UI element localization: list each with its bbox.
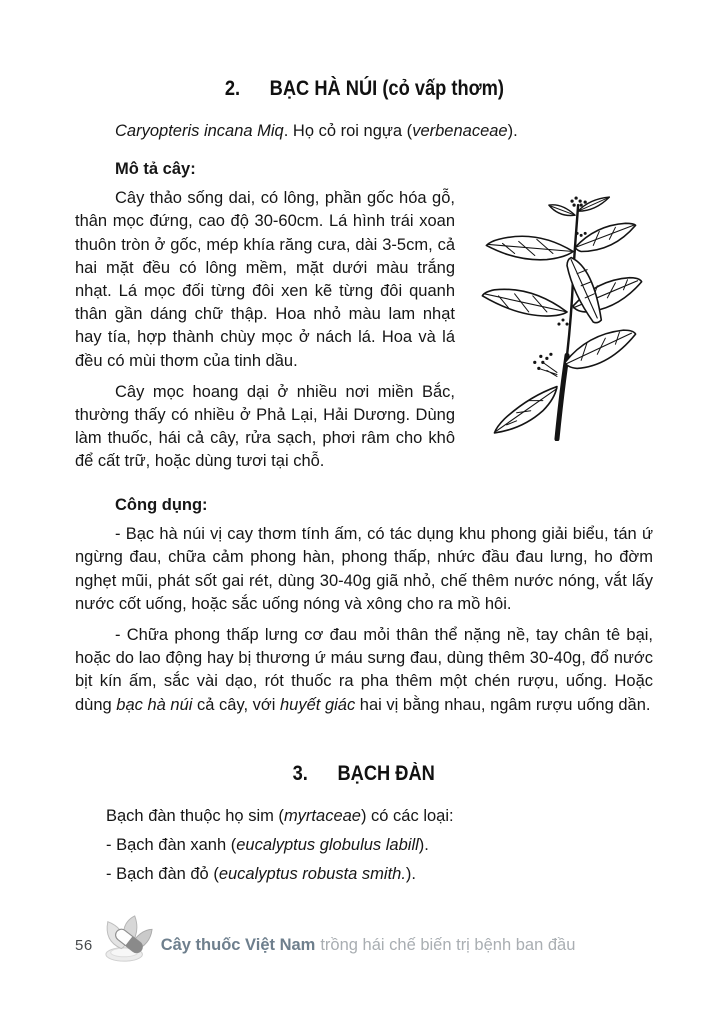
species-line-end: ).: [507, 122, 518, 140]
usage-heading: Công dụng:: [115, 496, 208, 515]
page-number: 56: [75, 936, 93, 954]
species-line: [75, 120, 653, 143]
plant-line-drawing-icon: [476, 189, 648, 441]
usage-p2-text-3: hai vị bằng nhau, ngâm rượu uống dần.: [355, 695, 651, 714]
s3-intro-end: ) có các loại:: [360, 806, 454, 825]
s3-item2-text: - Bạch đàn đỏ (: [106, 865, 219, 884]
s3-item1-end: ).: [418, 836, 429, 855]
section-3-title: BẠCH ĐÀN: [337, 761, 436, 785]
footer-book-title: Cây thuốc Việt Nam: [160, 935, 316, 954]
section-2-number: 2.: [224, 77, 240, 100]
usage-p2-herb-1: bạc hà núi: [116, 695, 193, 714]
description-heading: Mô tả cây:: [115, 160, 196, 179]
section-3-number: 3.: [292, 761, 309, 785]
species-latin-name: Caryopteris incana Miq: [115, 122, 284, 140]
description-paragraph-1: Cây thảo sống dai, có lông, phần gốc hóa gỗ, thân mọc đứng, cao độ 30-60cm. Lá hình trái xoan thuôn tròn ở gốc, mép khía răng cưa, dài 3-5cm, cả hai mặt đều có lông mềm, mặt dưới màu trắng nhạt. Lá mọc đối từng đôi xen kẽ từng đôi quanh thân gần dáng chữ thập. Hoa nhỏ màu lam nhạt hay tía, hợp thành chùy mọc ở nách lá. Hoa và lá đều có mùi thơm của tinh dầu.: [75, 189, 455, 370]
s3-item2-latin: eucalyptus robusta smith.: [218, 865, 406, 884]
section-3-item-2: [75, 863, 653, 886]
usage-paragraph-2: [75, 624, 653, 717]
species-family-label: . Họ cỏ roi ngựa (: [283, 122, 413, 140]
description-block: [75, 187, 653, 473]
s3-item2-end: ).: [405, 865, 417, 884]
plant-illustration: [455, 187, 653, 490]
species-family-latin: verbenaceae: [412, 122, 508, 140]
page-footer: [75, 918, 653, 972]
description-paragraph-2: Cây mọc hoang dại ở nhiều nơi miền Bắc, thường thấy có nhiều ở Phả Lại, Hải Dương. Dùng làm thuốc, hái cả cây, rửa sạch, phơi râm cho khô để cất trữ, hoặc dùng tươi tại chỗ.: [75, 382, 455, 471]
footer-book-subtitle: trồng hái chế biến trị bệnh ban đầu: [320, 935, 576, 954]
section-2-heading: [75, 76, 653, 102]
usage-p2-text: - Chữa phong thấp lưng cơ đau mỏi thân thể nặng nề, tay chân tê bại, hoặc do lao động hay bị thương ứ máu sưng đau, dùng thêm 30-40g, đổ nước bịt kín ấm, sắc vài dạo, rót thuốc ra pha thêm một chén rượu, uống. Hoặc dùng: [75, 626, 653, 714]
section-3-heading: [75, 761, 653, 787]
s3-intro-latin: myrtaceae: [283, 806, 361, 825]
section-2-title: BẠC HÀ NÚI (cỏ vấp thơm): [269, 77, 504, 100]
section-3-intro: [75, 805, 653, 828]
s3-item1-latin: eucalyptus globulus labill: [236, 836, 419, 855]
page-content: [75, 0, 653, 892]
s3-item1-text: - Bạch đàn xanh (: [106, 836, 237, 855]
usage-p2-text-2: cả cây, với: [192, 695, 280, 714]
s3-intro-text: Bạch đàn thuộc họ sim (: [106, 806, 284, 825]
leaf-capsule-logo-icon: [102, 914, 154, 969]
section-3-item-1: [75, 834, 653, 857]
usage-paragraph-1: - Bạc hà núi vị cay thơm tính ấm, có tác dụng khu phong giải biểu, tán ứ ngừng đau, chữa cảm phong hàn, phong thấp, nhức đầu đau lưng, ho đờm nghẹt mũi, phát sốt gai rét, dùng 30-40g giã nhỏ, chế thêm nước nóng, vắt lấy nước cốt uống, hoặc sắc uống nóng và xông cho ra mồ hôi.: [75, 525, 653, 613]
section-2-heading-text: [224, 76, 503, 102]
section-3-heading-text: [293, 761, 435, 787]
usage-p2-herb-2: huyết giác: [280, 695, 356, 714]
